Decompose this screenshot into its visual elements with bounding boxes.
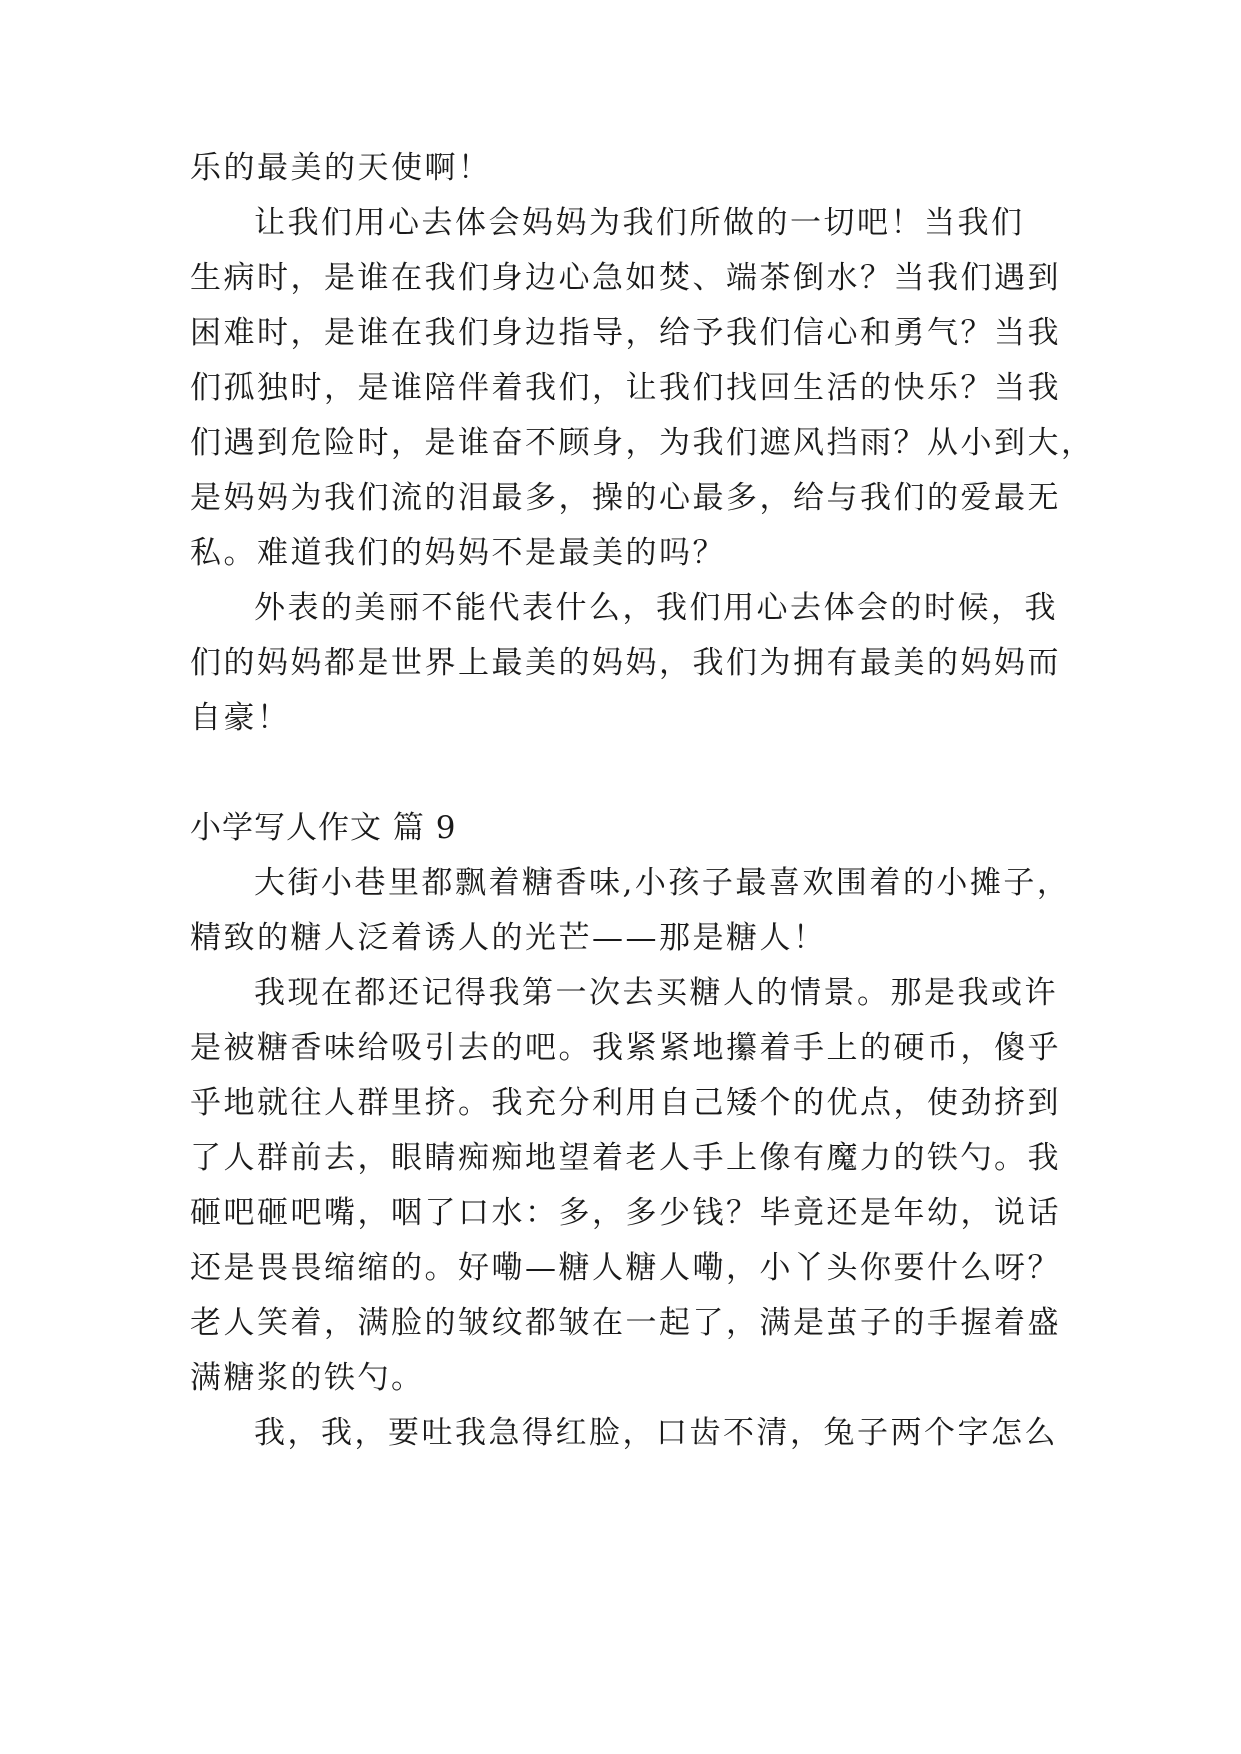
paragraph-start-line: 让我们用心去体会妈妈为我们所做的一切吧！当我们	[254, 205, 1025, 241]
text-line: 砸吧砸吧嘴，咽了口水：多，多少钱？毕竟还是年幼，说话	[190, 1195, 1061, 1231]
paragraph-start-line: 大街小巷里都飘着糖香味,小孩子最喜欢围着的小摊子，	[254, 865, 1071, 901]
text-line: 满糖浆的铁勺。	[190, 1360, 425, 1396]
text-line: 还是畏畏缩缩的。好嘞—糖人糖人嘞，小丫头你要什么呀？	[190, 1250, 1061, 1286]
text-line: 了人群前去，眼睛痴痴地望着老人手上像有魔力的铁勺。我	[190, 1140, 1061, 1176]
paragraph-start-line: 我，我，要吐我急得红脸，口齿不清，兔子两个字怎么	[254, 1415, 1058, 1451]
section-heading: 小学写人作文 篇 9	[190, 810, 457, 846]
text-line: 自豪！	[190, 700, 291, 736]
text-line: 老人笑着，满脸的皱纹都皱在一起了，满是茧子的手握着盛	[190, 1305, 1061, 1341]
text-line: 乎地就往人群里挤。我充分利用自己矮个的优点，使劲挤到	[190, 1085, 1061, 1121]
text-line: 们孤独时，是谁陪伴着我们，让我们找回生活的快乐？当我	[190, 370, 1061, 406]
text-line: 们遇到危险时，是谁奋不顾身，为我们遮风挡雨？从小到大，	[190, 425, 1095, 461]
text-line: 们的妈妈都是世界上最美的妈妈，我们为拥有最美的妈妈而	[190, 645, 1061, 681]
text-line: 困难时，是谁在我们身边指导，给予我们信心和勇气？当我	[190, 315, 1061, 351]
paragraph-start-line: 外表的美丽不能代表什么，我们用心去体会的时候，我	[254, 590, 1058, 626]
paragraph-start-line: 我现在都还记得我第一次去买糖人的情景。那是我或许	[254, 975, 1058, 1011]
text-line: 乐的最美的天使啊！	[190, 150, 492, 186]
text-line: 生病时，是谁在我们身边心急如焚、端茶倒水？当我们遇到	[190, 260, 1061, 296]
text-line: 私。难道我们的妈妈不是最美的吗？	[190, 535, 726, 571]
text-line: 是妈妈为我们流的泪最多，操的心最多，给与我们的爱最无	[190, 480, 1061, 516]
text-line: 是被糖香味给吸引去的吧。我紧紧地攥着手上的硬币，傻乎	[190, 1030, 1061, 1066]
text-line: 精致的糖人泛着诱人的光芒——那是糖人！	[190, 920, 827, 956]
